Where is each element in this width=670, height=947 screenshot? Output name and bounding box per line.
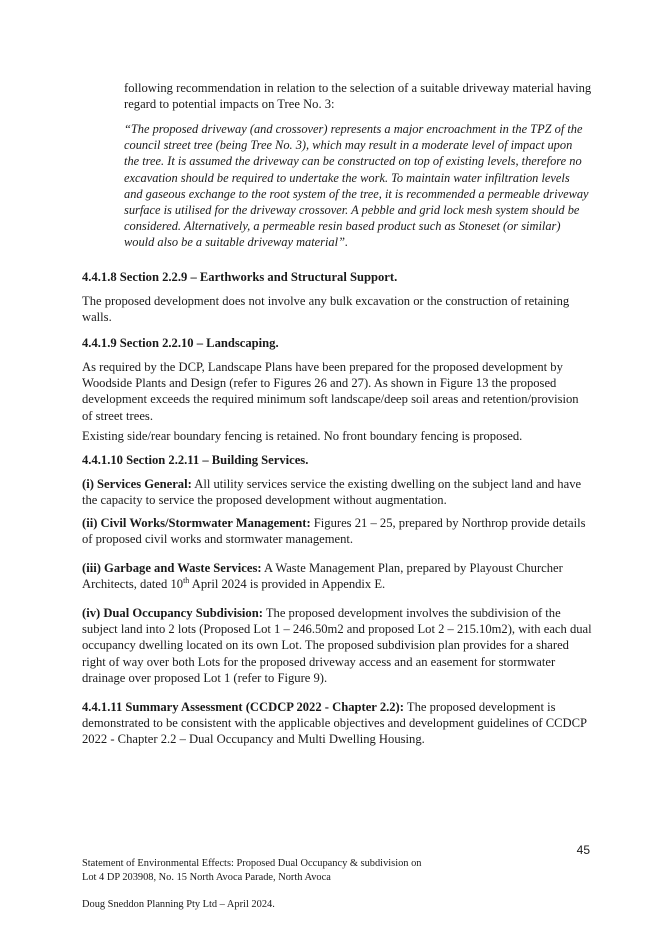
section-2-2-11-heading: 4.4.1.10 Section 2.2.11 – Building Services. — [82, 453, 309, 467]
landscaping-paragraph: As required by the DCP, Landscape Plans have been prepared for the proposed development by Woodside Plants and Design (refer to Figures 26 and 27). As shown in Figure 13 the proposed development exceeds the required minimum soft landscape/deep soil areas and retention/provision of street trees. — [82, 360, 579, 423]
garbage-waste-label: (iii) Garbage and Waste Services: — [82, 561, 262, 575]
subdivision-text: The proposed development involves the subdivision of the subject land into 2 lots (Proposed Lot 1 – 246.50m2 and proposed Lot 2 – 215.10m2), with each dual occupancy dwelling located on its own Lot. The proposed subdivision plan provides for a shared right of way over both Lots for the proposed driveway access and an easement for stormwater drainage over proposed Lot 1 (refer to Figure 9). — [82, 606, 592, 685]
ordinal-suffix: th — [183, 576, 190, 586]
arborist-quote: “The proposed driveway (and crossover) represents a major encroachment in the TPZ of the council street tree (being Tree No. 3), which may result in a moderate level of impact upon the tree. It is assumed the driveway can be constructed on top of existing levels, therefore no excavation should be required to undertake the work. To maintain water infiltration levels and gaseous exchange to the root system of the tree, it is recommended a permeable driveway surface is utilised for the driveway crossover. A pebble and grid lock mesh system should be considered. Alternatively, a permeable resin based product such as Stoneset (or similar) would also be a suitable driveway material”. — [124, 122, 589, 250]
footer-line-1: Statement of Environmental Effects: Proposed Dual Occupancy & subdivision on — [82, 858, 422, 869]
garbage-waste-text-b: April 2024 is provided in Appendix E. — [189, 577, 386, 592]
summary-text: The proposed development is demonstrated to be consistent with the applicable objectives and development guidelines of CCDCP 2022 - Chapter 2.2 – Dual Occupancy and Multi Dwelling Housing. — [82, 700, 587, 747]
garbage-waste-text-a: A Waste Management Plan, prepared by Playoust Churcher Architects, dated 10 — [82, 561, 563, 592]
civil-works-text: Figures 21 – 25, prepared by Northrop provide details of proposed civil works and stormwater management. — [82, 516, 586, 547]
summary-label: 4.4.1.11 Summary Assessment (CCDCP 2022 - Chapter 2.2): — [82, 700, 404, 714]
section-2-2-10-heading: 4.4.1.9 Section 2.2.10 – Landscaping. — [82, 336, 279, 350]
services-general-label: (i) Services General: — [82, 477, 192, 491]
subdivision-paragraph — [82, 605, 592, 686]
services-general-text: All utility services service the existing dwelling on the subject land and have the capacity to service the proposed development without augmentation. — [82, 477, 582, 508]
section-2-2-9-heading: 4.4.1.8 Section 2.2.9 – Earthworks and Structural Support. — [82, 270, 398, 284]
civil-works-label: (ii) Civil Works/Stormwater Management: — [82, 516, 311, 530]
civil-works-paragraph — [82, 515, 592, 547]
subdivision-label: (iv) Dual Occupancy Subdivision: — [82, 606, 263, 620]
summary-paragraph — [82, 699, 592, 748]
fencing-paragraph: Existing side/rear boundary fencing is retained. No front boundary fencing is proposed. — [82, 429, 523, 443]
page-number: 45 — [576, 843, 590, 857]
section-2-2-9-text: The proposed development does not involve any bulk excavation or the construction of retaining walls. — [82, 294, 570, 325]
intro-paragraph: following recommendation in relation to the selection of a suitable driveway material having regard to potential impacts on Tree No. 3: — [124, 81, 592, 112]
footer-line-3: Doug Sneddon Planning Pty Ltd – April 2024. — [82, 899, 275, 910]
footer-line-2: Lot 4 DP 203908, No. 15 North Avoca Parade, North Avoca — [82, 872, 331, 883]
garbage-waste-paragraph — [82, 560, 592, 592]
services-general-paragraph — [82, 476, 592, 508]
